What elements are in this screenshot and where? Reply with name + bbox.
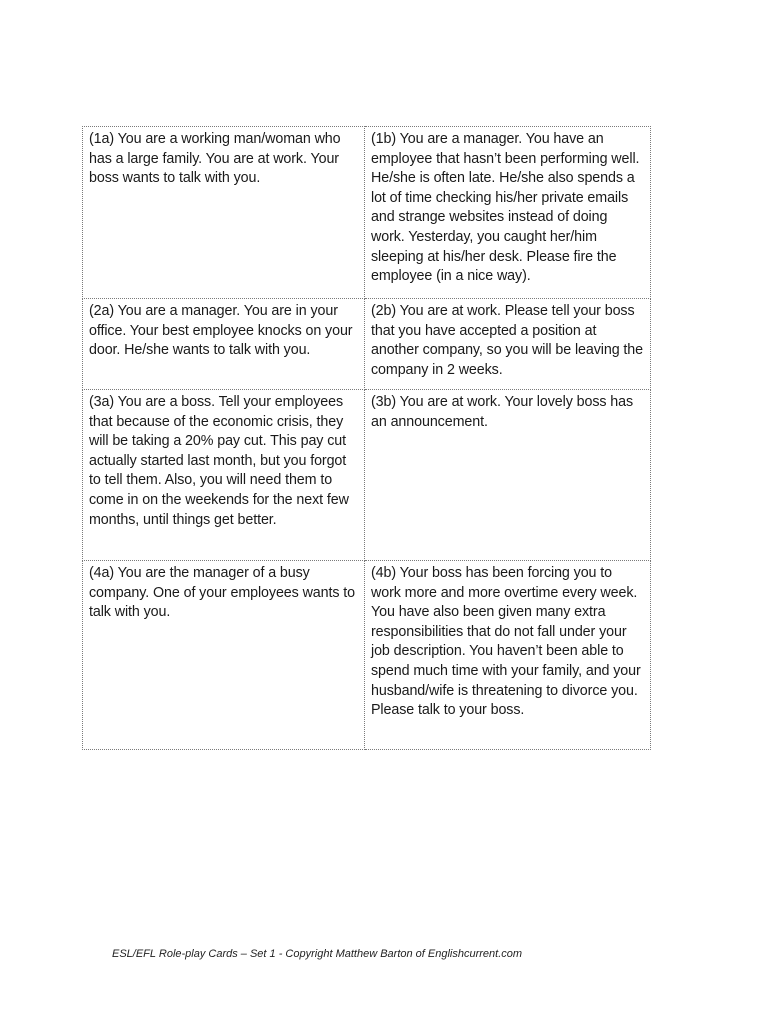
card-row-3 xyxy=(83,390,651,561)
card-4b: (4b) Your boss has been forcing you to work more and more overtime every week. You have also been given many extra responsibilities that do not fall under your job description. You haven’t been able to spend much time with your family, and your husband/wife is threatening to divorce you. Please talk to your boss. xyxy=(365,561,651,750)
card-2a: (2a) You are a manager. You are in your office. Your best employee knocks on your door. He/she wants to talk with you. xyxy=(83,299,365,390)
card-row-2 xyxy=(83,299,651,390)
role-play-cards-table xyxy=(82,126,651,750)
card-row-1 xyxy=(83,127,651,299)
card-row-4 xyxy=(83,561,651,750)
card-1a: (1a) You are a working man/woman who has a large family. You are at work. Your boss wants to talk with you. xyxy=(83,127,365,299)
card-2b: (2b) You are at work. Please tell your boss that you have accepted a position at another company, so you will be leaving the company in 2 weeks. xyxy=(365,299,651,390)
card-4a: (4a) You are the manager of a busy company. One of your employees wants to talk with you. xyxy=(83,561,365,750)
card-1b: (1b) You are a manager. You have an employee that hasn’t been performing well. He/she is often late. He/she also spends a lot of time checking his/her private emails and strange websites instead of doing work. Yesterday, you caught her/him sleeping at his/her desk. Please fire the employee (in a nice way). xyxy=(365,127,651,299)
copyright-footer: ESL/EFL Role-play Cards – Set 1 - Copyright Matthew Barton of Englishcurrent.com xyxy=(112,948,523,960)
card-3b: (3b) You are at work. Your lovely boss has an announcement. xyxy=(365,390,651,561)
card-3a: (3a) You are a boss. Tell your employees that because of the economic crisis, they will be taking a 20% pay cut. This pay cut actually started last month, but you forgot to tell them. Also, you will need them to come in on the weekends for the next few months, until things get better. xyxy=(83,390,365,561)
